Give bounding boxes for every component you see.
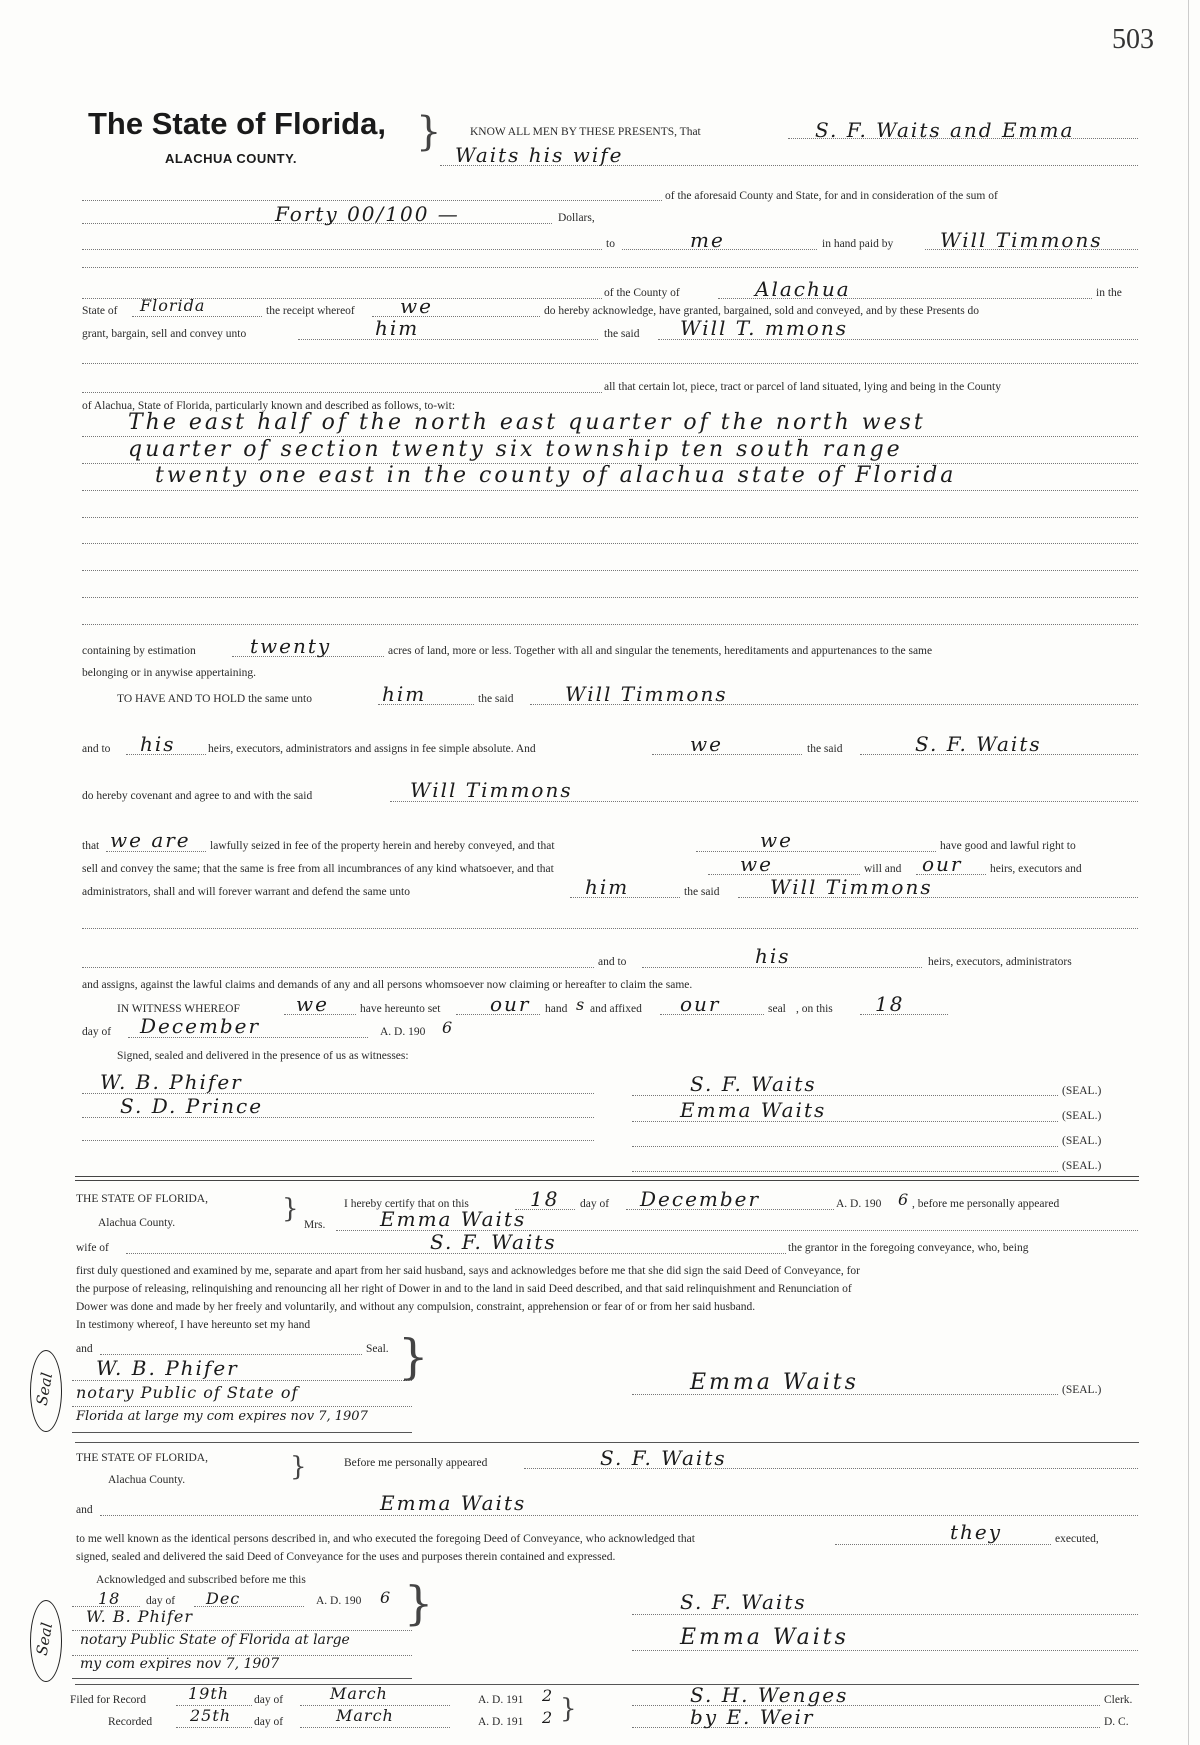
section-divider-1 <box>75 1176 1139 1181</box>
ack-state: THE STATE OF FLORIDA, <box>76 1452 208 1464</box>
document-title: The State of Florida, <box>88 106 386 141</box>
witness-2-signature: S. D. Prince <box>120 1094 264 1118</box>
state-handwritten: Florida <box>140 296 206 315</box>
grantor-2-signature: Emma Waits <box>680 1098 827 1122</box>
ack-signature-2: Emma Waits <box>680 1625 849 1650</box>
mrs-handwritten: Emma Waits <box>380 1207 527 1231</box>
witness-1-signature: W. B. Phifer <box>100 1070 243 1094</box>
seal-label-2: (SEAL.) <box>1062 1110 1102 1122</box>
filed-month: March <box>330 1684 388 1703</box>
know-all-men: KNOW ALL MEN BY THESE PRESENTS, That <box>470 126 701 138</box>
deed-page: 503 The State of Florida, ALACHUA COUNTY. } KNOW ALL MEN BY THESE PRESENTS, That S. F. Waits and Emma Waits his wife of the aforesaid County and State, for and in consideration of the sum of Forty 00/100 — Dollars, to me in hand paid by Will Timmons of the County of Alachua in the State of Florida the receipt whereof we do hereby acknowledge, have granted, bargained, sold and conveyed, and by these Presents do grant, bargain, sell and convey unto him the said Will T. mmons all that certain lot, piece, tract or parcel of land situated, lying and being in the County of Alachua, State of Florida, particularly known and described as follows, to-wit: The east half of the north east quarter of the north west quarter of section twenty six township ten south range twenty one east in the county of alachua state of Florida containing by estimation twenty acres of land, more or less. Together with all and singular the tenements, hereditaments and appurtenances to the same belonging or in anywise appertaining. TO HAVE AND TO HOLD the same unto him the said Will Timmons and to his heirs, executors, administrators and assigns in fee simple absolute. And we the said S. F. Waits do hereby covenant and agree to and with the said Will Timmons that we are lawfully seized in fee of the property herein and hereby conveyed, and that we have good and lawful right to sell and convey the same; that the same is free from all incumbrances of any kind whatsoever, and that we will and our heirs, executors and administrators, shall and will forever warrant and defend the same unto him the said Will Timmons and to his heirs, executors, administrators and assigns, against the lawful claims and demands of any and all persons whomsoever now claiming or hereafter to claim the same. IN WITNESS WHEREOF we have hereunto set our hand s and affixed our seal , on this 18 day of December A. D. 190 6 Signed, sealed and delivered in the presence of us as witnesses: W. B. Phifer S. D. Prince S. F. Waits (SEAL.) Emma Waits (SEAL.) (SEAL.) (SEAL.) THE STATE OF FLORIDA, Alachua County. } I hereby certify that on this 18 day of December A. D. 190 6 , before me personally appeared Mrs. Emma Waits wife of S. F. Waits the grantor in the foregoing conveyance, who, being first duly questioned and examined by me, separate and apart from her said husband, says and acknowledges before me that she did sign the said Deed of Conveyance, for the purpose of releasing, relinquishing and renouncing all her right of Dower in and to the land in said Deed described, and that said relinquishment and Renunciation of Dower was done and made by her freely and voluntarily, and without any compulsion, constraint, apprehension or fear of or from her said husband. In testimony whereof, I have hereunto set my hand and Seal. } W. B. Phifer notary Public of State of Florida at large my com expires nov 7, 1907 Seal Emma Waits (SEAL.) THE STATE OF FLORIDA, Alachua County. } Before me personally appeared S. F. Waits and Emma Waits to me well known as the identical persons described in, and who executed the foregoing Deed of Conveyance, who acknowledged that they executed, signed, sealed and delivered the said Deed of Conveyance for the uses and purposes therein contained and expressed. Acknowledged and subscribed before me this 18 day of Dec A. D. 190 6 } W. B. Phifer notary Public State of Florida at large my com expires nov 7, 1907 Seal S. F. Waits Emma Waits Filed for Record 19th day of March A. D. 191 2 Recorded 25th day of March A. D. 191 2 } S. H. Wenges Clerk. by E. Weir D. C. <box>0 0 1200 1745</box>
seal-label-4: (SEAL.) <box>1062 1160 1102 1172</box>
clerk-signature: S. H. Wenges <box>690 1683 849 1707</box>
paid-by-handwritten: Will Timmons <box>940 228 1103 252</box>
recorded-day: 25th <box>190 1706 232 1725</box>
ack-notary-signature: W. B. Phifer <box>86 1607 193 1626</box>
land-description-line-3: twenty one east in the county of alachua state of Florida <box>155 463 957 488</box>
land-description-line-2: quarter of section twenty six township ten south range <box>128 437 903 462</box>
grantors-handwritten-2: Waits his wife <box>455 143 624 167</box>
grantee-handwritten: Will T. mmons <box>680 316 848 340</box>
deputy-clerk-signature: by E. Weir <box>690 1705 815 1729</box>
filed-day: 19th <box>188 1684 230 1703</box>
county-handwritten: Alachua <box>755 277 851 301</box>
to-handwritten: me <box>690 228 725 252</box>
grantors-handwritten: S. F. Waits and Emma <box>815 118 1075 142</box>
county-heading: ALACHUA COUNTY. <box>165 151 297 166</box>
header-brace: } <box>416 109 442 155</box>
consideration-sum: Forty 00/100 — <box>275 202 460 226</box>
dower-notary-signature: W. B. Phifer <box>96 1356 239 1380</box>
ack-signature-1: S. F. Waits <box>680 1590 807 1614</box>
page-number: 503 <box>1112 24 1154 55</box>
aforesaid-text: of the aforesaid County and State, for and in consideration of the sum of <box>665 190 998 202</box>
acreage-handwritten: twenty <box>250 634 332 658</box>
seal-label-1: (SEAL.) <box>1062 1085 1102 1097</box>
land-description-line-1: The east half of the north east quarter of the north west <box>128 410 926 435</box>
page-edge <box>1188 0 1189 1745</box>
section-divider-2 <box>75 1442 1139 1443</box>
dower-state: THE STATE OF FLORIDA, <box>76 1193 208 1205</box>
section-divider-3 <box>75 1684 1139 1685</box>
recorded-month: March <box>336 1706 394 1725</box>
seal-label-3: (SEAL.) <box>1062 1135 1102 1147</box>
witness-month: December <box>140 1014 261 1038</box>
dower-signature: Emma Waits <box>690 1370 859 1395</box>
grantor-1-signature: S. F. Waits <box>690 1072 817 1096</box>
